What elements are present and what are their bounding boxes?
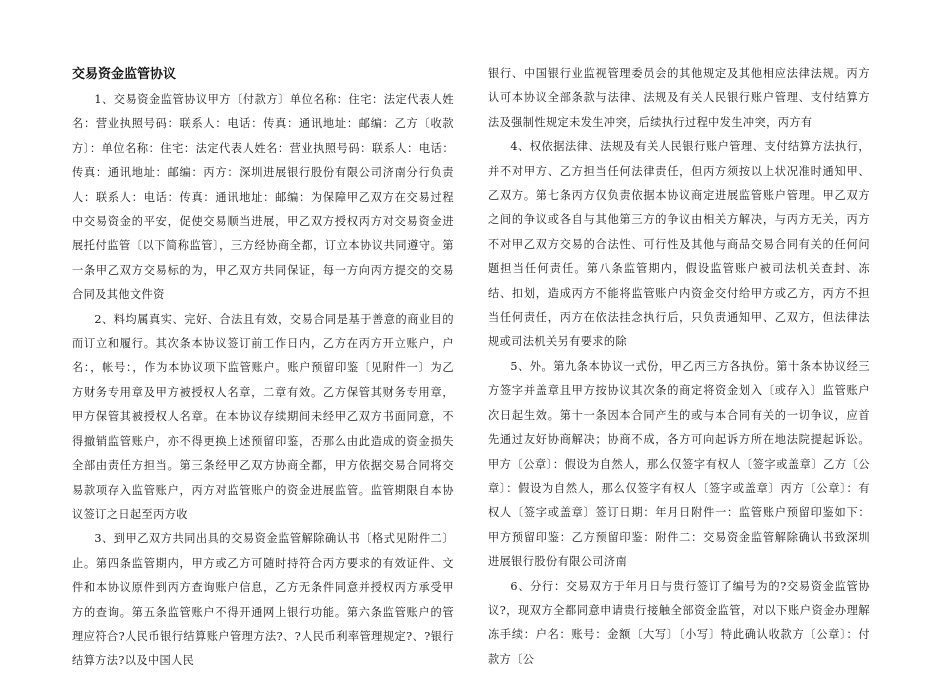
paragraph-5: 5、外。第九条本协议一式份，甲乙丙三方各执份。第十条本协议经三方签字并盖章且甲方按协议其次条的商定将资金划入〔或存入〕监管账户次日起生效。第十一条因本合同产生的或与本合同有关的一切争议，应首先通过友好协商解决；协商不成，各方可向起诉方所在地法院提起诉讼。甲方〔公章〕：假设为自然人，那么仅签字有权人〔签字或盖章〕乙方〔公章〕：假设为自然人，那么仅签字有权人〔签字或盖章〕丙方〔公章〕：有权人〔签字或盖章〕签订日期：年月日附件一：监管账户预留印鉴如下：甲方预留印鉴：乙方预留印鉴：附件二：交易资金监管解除确认书致深圳进展银行股份有限公司济南 (488, 359, 870, 569)
paragraph-3: 3、到甲乙双方共同出具的交易资金监管解除确认书〔格式见附件二〕止。第四条监管期内，甲方或乙方可随时持符合丙方要求的有效证件、文件和本协议原件到丙方查询账户信息，乙方无条件同意并授权丙方承受甲方的查询。第五条监管账户不得开通网上银行功能。第六条监管账户的管理应符合?人民币银行结算账户管理方法?、?人民币利率管理规定?、?银行结算方法?以及中国人民 (72, 532, 454, 668)
left-column (72, 62, 454, 674)
paragraph-6: 6、分行：交易双方于年月日与贵行签订了编号为的?交易资金监管协议?，现双方全都同意申请贵行接触全部资金监管，对以下账户资金办理解冻手续：户名：账号：金额〔大写〕〔小写〕特此确认收款方〔公章〕：付款方〔公 (488, 579, 870, 666)
paragraph-4: 4、权依据法律、法规及有关人民银行账户管理、支付结算方法执行，并不对甲方、乙方担当任何法律责任，但丙方须按以上状况准时通知甲、乙双方。第七条丙方仅负责依据本协议商定进展监管账户管理。甲乙双方之间的争议或各自与其他第三方的争议由相关方解决，与丙方无关，丙方不对甲乙双方交易的合法性、可行性及其他与商品交易合同有关的任何问题担当任何责任。第八条监管期内，假设监管账户被司法机关查封、冻结、扣划，造成丙方不能将监管账户内资金交付给甲方或乙方，丙方不担当任何责任，丙方在依法挂念执行后，只负责通知甲、乙双方，但法律法规或司法机关另有要求的除 (488, 140, 870, 349)
document-title: 交易资金监管协议 (72, 67, 177, 82)
paragraph-1: 1、交易资金监管协议甲方〔付款方〕单位名称：住宅：法定代表人姓名：营业执照号码：联系人：电话：传真：通讯地址：邮编：乙方〔收款方〕：单位名称：住宅：法定代表人姓名：营业执照号码：联系人：电话：传真：通讯地址：邮编：丙方：深圳进展银行股份有限公司济南分行负责人：联系人：电话：传真：通讯地址：邮编：为保障甲乙双方在交易过程中交易资金的平安，促使交易顺当进展，甲乙双方授权丙方对交易资金进展托付监管〔以下简称监管〕，三方经协商全都，订立本协议共同遵守。第一条甲乙双方交易标的为，甲乙双方共同保证，每一方向丙方提交的交易合同及其他文件资 (72, 93, 454, 302)
right-column (488, 62, 870, 672)
paragraph-3-continuation: 银行、中国银行业监视管理委员会的其他规定及其他相应法律法规。丙方认可本协议全部条款与法律、法规及有关人民银行账户管理、支付结算方法及强制性规定未发生冲突，后续执行过程中发生冲突，丙方有 (488, 67, 870, 129)
paragraph-2: 2、料均属真实、完好、合法且有效，交易合同是基于善意的商业目的而订立和履行。其次条本协议签订前工作日内，乙方在丙方开立账户，户名：，帐号：，作为本协议项下监管账户。账户预留印鉴〔见附件一〕为乙方财务专用章及甲方被授权人名章，二章有效。乙方保管其财务专用章，甲方保管其被授权人名章。在本协议存续期间未经甲乙双方书面同意，不得撤销监管账户，亦不得更换上述预留印鉴，否那么由此造成的资金损失全部由责任方担当。第三条经甲乙双方协商全都，甲方依据交易合同将交易款项存入监管账户，丙方对监管账户的资金进展监管。监管期限自本协议签订之日起至丙方收 (72, 312, 454, 521)
